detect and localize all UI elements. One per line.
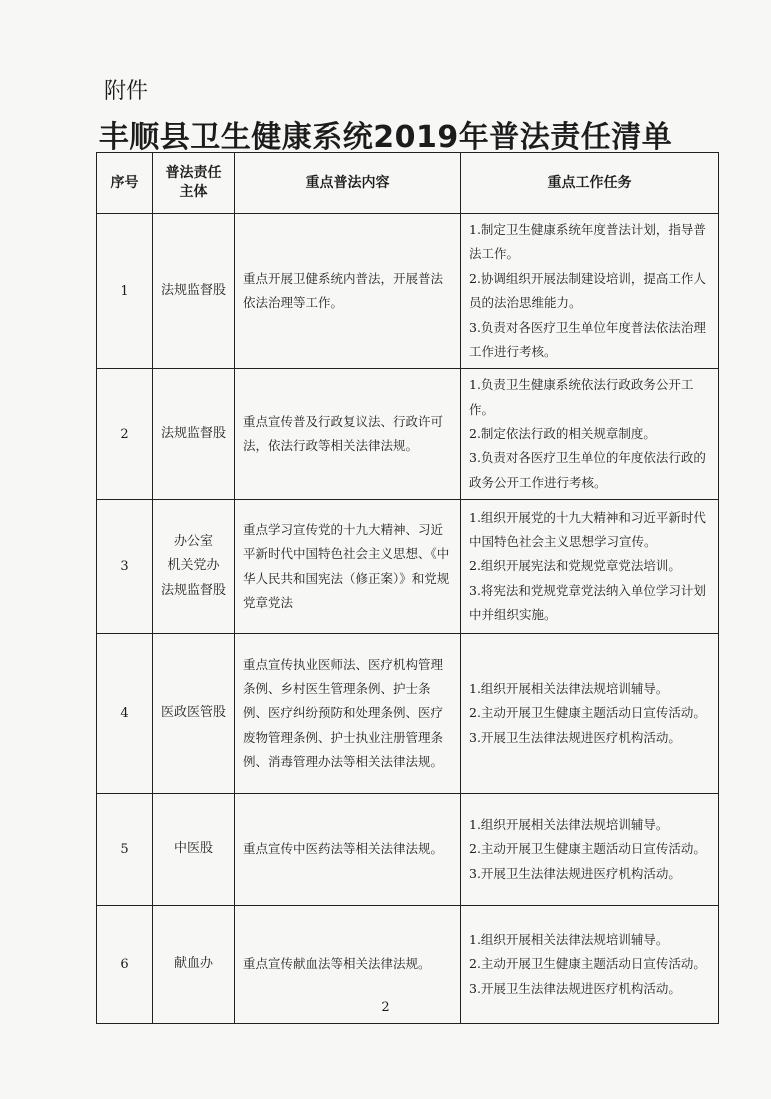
header-subject-line1: 普法责任 bbox=[165, 165, 222, 182]
task-item: 1.制定卫生健康系统年度普法计划，指导普法工作。 bbox=[469, 222, 706, 262]
task-item: 1.组织开展相关法律法规培训辅导。 bbox=[469, 681, 669, 697]
task-item: 2.主动开展卫生健康主题活动日宣传活动。 bbox=[469, 956, 706, 972]
responsibility-table bbox=[96, 152, 719, 1024]
subject-line: 医政医管股 bbox=[160, 705, 226, 721]
subject-line: 法规监督股 bbox=[160, 282, 226, 298]
table-row bbox=[97, 500, 719, 634]
row-content: 重点学习宣传党的十九大精神、习近平新时代中国特色社会主义思想、《中华人民共和国宪法（修正案）》和党规党章党法 bbox=[235, 500, 461, 634]
task-item: 1.负责卫生健康系统依法行政政务公开工作。 bbox=[469, 377, 694, 417]
header-content: 重点普法内容 bbox=[235, 153, 461, 214]
row-seq: 5 bbox=[97, 794, 153, 906]
task-item: 2.组织开展宪法和党规党章党法培训。 bbox=[469, 558, 681, 574]
row-tasks bbox=[461, 634, 719, 794]
task-item: 2.主动开展卫生健康主题活动日宣传活动。 bbox=[469, 705, 706, 721]
row-content: 重点宣传执业医师法、医疗机构管理条例、乡村医生管理条例、护士条例、医疗纠纷预防和处理条例、医疗废物管理条例、护士执业注册管理条例、消毒管理办法等相关法律法规。 bbox=[235, 634, 461, 794]
row-tasks bbox=[461, 214, 719, 369]
task-item: 1.组织开展相关法律法规培训辅导。 bbox=[469, 817, 669, 833]
row-content: 重点开展卫健系统内普法，开展普法依法治理等工作。 bbox=[235, 214, 461, 369]
row-tasks bbox=[461, 500, 719, 634]
task-item: 1.组织开展相关法律法规培训辅导。 bbox=[469, 932, 669, 948]
task-item: 3.将宪法和党规党章党法纳入单位学习计划中并组织实施。 bbox=[469, 582, 706, 623]
subject-line: 办公室 bbox=[173, 533, 213, 549]
table-row bbox=[97, 634, 719, 794]
table-row bbox=[97, 214, 719, 369]
subject-line: 机关党办 bbox=[167, 558, 220, 574]
task-item: 3.开展卫生法律法规进医疗机构活动。 bbox=[469, 729, 681, 745]
document-title: 丰顺县卫生健康系统2019年普法责任清单 bbox=[98, 120, 673, 155]
row-subject bbox=[153, 500, 235, 634]
subject-line: 法规监督股 bbox=[160, 582, 226, 598]
table-header-row bbox=[97, 153, 719, 214]
row-tasks bbox=[461, 794, 719, 906]
attachment-label: 附件 bbox=[104, 79, 149, 104]
row-seq: 6 bbox=[97, 906, 153, 1024]
row-subject bbox=[153, 634, 235, 794]
row-content: 重点宣传献血法等相关法律法规。 bbox=[235, 906, 461, 1024]
task-item: 3.开展卫生法律法规进医疗机构活动。 bbox=[469, 980, 681, 996]
table-row bbox=[97, 794, 719, 906]
row-seq: 2 bbox=[97, 369, 153, 500]
row-seq: 1 bbox=[97, 214, 153, 369]
row-seq: 4 bbox=[97, 634, 153, 794]
row-subject bbox=[153, 214, 235, 369]
row-subject bbox=[153, 794, 235, 906]
task-item: 3.负责对各医疗卫生单位的年度依法行政的政务公开工作进行考核。 bbox=[469, 450, 706, 490]
header-subject bbox=[153, 153, 235, 214]
page-number: 2 bbox=[381, 1000, 390, 1015]
header-seq: 序号 bbox=[97, 153, 153, 214]
task-item: 2.制定依法行政的相关规章制度。 bbox=[469, 426, 656, 441]
task-item: 2.协调组织开展法制建设培训，提高工作人员的法治思维能力。 bbox=[469, 270, 706, 311]
table-row bbox=[97, 369, 719, 500]
subject-line: 献血办 bbox=[173, 956, 213, 972]
row-content: 重点宣传中医药法等相关法律法规。 bbox=[235, 794, 461, 906]
task-item: 3.负责对各医疗卫生单位年度普法依法治理工作进行考核。 bbox=[469, 319, 706, 359]
subject-line: 法规监督股 bbox=[160, 425, 226, 441]
header-tasks: 重点工作任务 bbox=[461, 153, 719, 214]
task-item: 2.主动开展卫生健康主题活动日宣传活动。 bbox=[469, 841, 706, 857]
table-body bbox=[97, 214, 719, 1024]
row-subject bbox=[153, 369, 235, 500]
row-content: 重点宣传普及行政复议法、行政许可法，依法行政等相关法律法规。 bbox=[235, 369, 461, 500]
task-item: 1.组织开展党的十九大精神和习近平新时代中国特色社会主义思想学习宣传。 bbox=[469, 509, 706, 550]
subject-line: 中医股 bbox=[173, 841, 213, 857]
row-seq: 3 bbox=[97, 500, 153, 634]
row-tasks bbox=[461, 369, 719, 500]
task-item: 3.开展卫生法律法规进医疗机构活动。 bbox=[469, 865, 681, 881]
header-subject-line2: 主体 bbox=[179, 184, 208, 200]
